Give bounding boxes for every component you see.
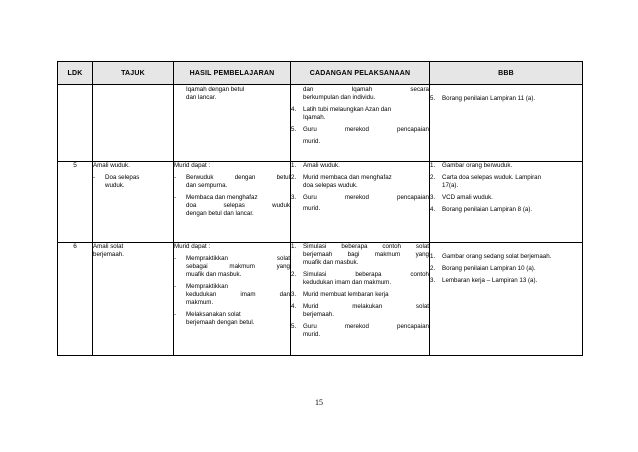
- hasil-cell: Murid dapat : - Mempraktikkan solat sebagai makmum yang muafik dan masbuk. - Mempraktikkan kedudukan imam dan makmum. - Melaksanakan solat berjemaah dengan betul.: [174, 243, 291, 356]
- ldk-cell: 6: [58, 243, 93, 356]
- header-hasil-pembelajaran: HASIL PEMBELAJARAN: [174, 62, 291, 85]
- list-item: 4. Latih tubi melaungkan Azan dan Iqamah.: [291, 106, 392, 121]
- list-item: Iqamah dengan betul dan lancar.: [186, 86, 245, 101]
- tajuk-cell: [93, 85, 174, 162]
- list-item: - Mempraktikkan solat sebagai makmum yang muafik dan masbuk.: [174, 255, 290, 278]
- table-header-row: [58, 62, 583, 85]
- tajuk-cell: Amali solat berjemaah.: [93, 243, 174, 356]
- list-item: 3. Murid membuat lembaran kerja: [291, 291, 389, 298]
- list-item: 2. Murid membaca dan menghafaz doa selepas wuduk.: [291, 174, 392, 189]
- list-item: 4. Borang penilaian Lampiran 8 (a).: [430, 206, 533, 213]
- list-item: - Melaksanakan solat berjemaah dengan betul.: [174, 311, 255, 326]
- bbb-cell: [430, 162, 583, 243]
- list-item: dan Iqamah secara berkumpulan dan individu.: [303, 86, 429, 101]
- ldk-cell: 5: [58, 162, 93, 243]
- hasil-cell: Murid dapat : - Berwuduk dengan betul dan sempurna. - Membaca dan menghafaz doa selepas wuduk dengan betul dan lancar.: [174, 162, 291, 243]
- list-item: 2. Borang penilaian Lampiran 10 (a).: [430, 265, 536, 272]
- page-number: 15: [315, 398, 323, 407]
- cadangan-cell: [291, 162, 430, 243]
- list-item: 3. Guru merekod pencapaian murid.: [291, 194, 429, 212]
- bbb-cell: [430, 85, 583, 162]
- ldk-cell: [58, 85, 93, 162]
- list-item: 5. Borang penilaian Lampiran 11 (a).: [430, 95, 536, 102]
- table-row: [58, 85, 583, 162]
- list-item: - Berwuduk dengan betul dan sempurna.: [174, 174, 290, 189]
- list-item: 3. VCD amali wuduk.: [430, 194, 493, 201]
- list-item: 1. Gambar orang berwuduk.: [430, 162, 513, 169]
- table-row: [58, 243, 583, 356]
- header-tajuk: TAJUK: [93, 62, 174, 85]
- list-item: 3. Lembaran kerja – Lampiran 13 (a).: [430, 277, 538, 284]
- list-item: 1. Simulasi beberapa contoh solat berjemaah bagi makmum yang muafik dan masbuk.: [291, 243, 429, 266]
- table-row: [58, 162, 583, 243]
- header-cadangan-pelaksanaan: CADANGAN PELAKSANAAN: [291, 62, 430, 85]
- tajuk-cell: Amali wuduk. - Doa selepas wuduk.: [93, 162, 174, 243]
- cadangan-cell: [291, 243, 430, 356]
- list-item: 5. Guru merekod pencapaian murid.: [291, 323, 429, 338]
- list-item: 2. Carta doa selepas wuduk. Lampiran 17(a).: [430, 174, 542, 189]
- list-item: 5. Guru merekod pencapaian murid.: [291, 126, 429, 145]
- list-item: - Mempraktikkan kedudukan imam dan makmum.: [174, 283, 290, 306]
- cadangan-cell: [291, 85, 430, 162]
- list-item: - Membaca dan menghafaz doa selepas wuduk dengan betul dan lancar.: [174, 194, 290, 217]
- bbb-cell: [430, 243, 583, 356]
- list-item: 4. Murid melakukan solat berjemaah.: [291, 303, 429, 318]
- list-item: - Doa selepas wuduk.: [93, 174, 140, 189]
- hasil-cell: [174, 85, 291, 162]
- header-bbb: BBB: [430, 62, 583, 85]
- list-item: 2. Simulasi beberapa contoh kedudukan imam dan makmum.: [291, 271, 429, 286]
- header-ldk: LDK: [58, 62, 93, 85]
- list-item: 1. Amali wuduk.: [291, 162, 340, 169]
- list-item: 1. Gambar orang sedang solat berjemaah.: [430, 253, 552, 260]
- lesson-plan-table: [57, 61, 583, 356]
